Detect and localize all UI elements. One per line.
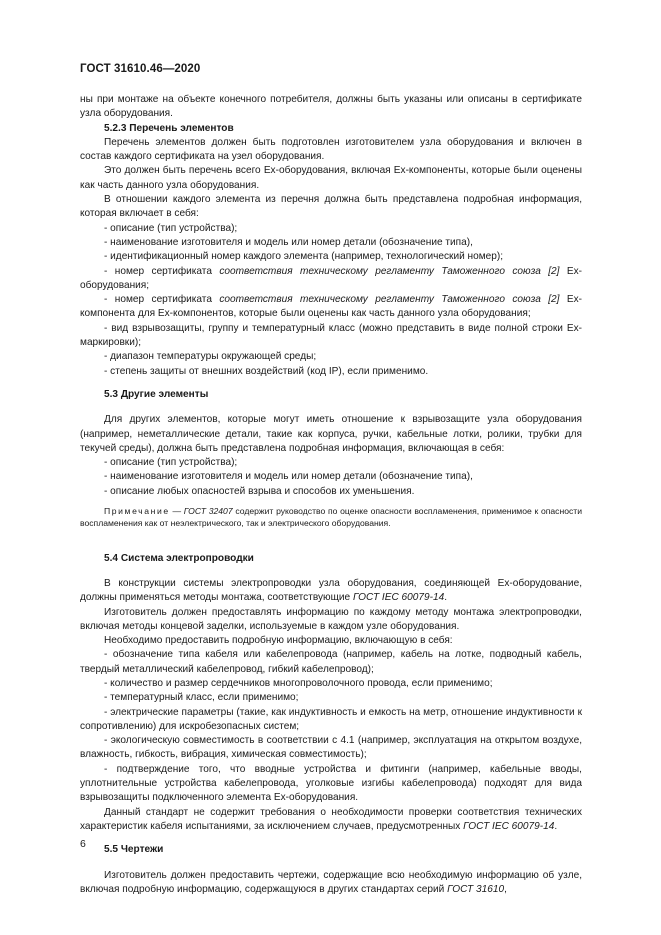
para-text: ,: [504, 883, 507, 895]
s523-list-item: - идентификационный номер каждого элемента (например, технологический номер);: [104, 251, 504, 263]
note-reference: ГОСТ 32407: [183, 506, 233, 517]
s523-list-item-certificate: [80, 265, 582, 294]
s54-list-item: - температурный класс, если применимо;: [104, 692, 299, 704]
page-number: 6: [80, 838, 86, 850]
s523-paragraph-2: Это должен быть перечень всего Ex-оборудования, включая Ex-компоненты, которые были оценены как часть данного узла оборудования.: [80, 165, 582, 191]
s54-list-item: - обозначение типа кабеля или кабелепровода (например, кабель на лотке, подводный кабель, твердый металлический кабелепровод, гибкий кабелепровод);: [80, 649, 582, 675]
note-text: содержит руководство по оценке опасности воспламенения, применимое к опасности воспламенения как от неэлектрического, так и электрического оборудования.: [80, 506, 583, 529]
s523-list-item: - степень защиты от внешних воздействий (код IP), если применимо.: [104, 365, 429, 377]
s53-list-item: - описание (тип устройства);: [104, 457, 238, 469]
list-text-italic: соответствия техническому регламенту Таможенного союза [2]: [219, 265, 560, 277]
s53-list-item: - наименование изготовителя и модель или номер детали (обозначение типа),: [104, 471, 473, 483]
s54-list-item: - электрические параметры (такие, как индуктивность и емкость на метр, отношение индуктивности к сопротивлению) для искробезопасных систем;: [80, 706, 582, 732]
s54-paragraph-2: Изготовитель должен предоставлять информацию по каждому методу монтажа электропроводки, включая методы концевой заделки, используемые в каждом узле оборудования.: [80, 606, 582, 632]
para-text: Данный стандарт не содержит требования о необходимости проверки соответствия технических характеристик кабеля испытаниями, за исключением случаев, предусмотренных: [80, 806, 582, 832]
section-5-5-title: 5.5 Чертежи: [104, 844, 164, 856]
s523-list-item-component-certificate: [80, 293, 582, 322]
page-header-standard: ГОСТ 31610.46—2020: [80, 63, 201, 75]
s54-list-item: - экологическую совместимость в соответствии с 4.1 (например, эксплуатация на открытом воздухе, влажность, гибкость, вибрация, химическая совместимость);: [80, 735, 582, 761]
para-reference: ГОСТ IEC 60079-14: [463, 820, 555, 832]
spacer: [80, 538, 582, 552]
note-dash: —: [169, 506, 184, 517]
section-5-4-title: 5.4 Система электропроводки: [104, 552, 254, 564]
para-text: Изготовитель должен предоставить чертежи, содержащие всю необходимую информацию об узле, включая подробную информацию, содержащуюся в других стандартах серий: [80, 869, 582, 895]
section-5-3-title: 5.3 Другие элементы: [104, 388, 209, 400]
s53-paragraph-1: Для других элементов, которые могут иметь отношение к взрывозащите узла оборудования (например, неметаллические детали, такие как корпуса, ручки, кабельные лотки, ролики, трубки для текучей среды), должна быть представлена подробная информация, включающая в себя:: [80, 414, 582, 454]
intro-paragraph: ны при монтаже на объекте конечного потребителя, должны быть указаны или описаны в сертификате узла оборудования.: [80, 94, 582, 120]
s54-paragraph-1: [80, 577, 582, 606]
s523-list-item: - описание (тип устройства);: [104, 222, 238, 234]
section-5-2-3-title: 5.2.3 Перечень элементов: [104, 122, 234, 134]
para-text: .: [444, 592, 448, 604]
s53-list-item: - описание любых опасностей взрыва и способов их уменьшения.: [104, 485, 415, 497]
list-text-italic: соответствия техническому регламенту Таможенного союза [2]: [219, 294, 560, 306]
s523-list-item: - вид взрывозащиты, группу и температурный класс (можно представить в виде полной строки Ex-маркировки);: [80, 322, 582, 349]
s54-list-item: - подтверждение того, что вводные устройства и фитинги (например, кабельные вводы, уплотнительные устройства кабелепровода, уголковые изгибы кабелепровода) подходят для вида взрывозащиты подключенного элемента Ex-оборудования.: [80, 763, 582, 804]
s523-paragraph-3: В отношении каждого элемента из перечня должна быть представлена подробная информация, которая включает в себя:: [80, 194, 582, 220]
para-text: .: [554, 820, 558, 832]
note-label: Примечание: [104, 506, 170, 517]
para-reference: ГОСТ 31610: [447, 883, 505, 895]
list-text: - номер сертификата: [104, 294, 220, 306]
s523-list-item: - диапазон температуры окружающей среды;: [104, 351, 317, 363]
s54-list-item: - количество и размер сердечников многопроволочного провода, если применимо;: [104, 677, 493, 689]
list-text: - номер сертификата: [104, 265, 220, 277]
s523-list-item: - наименование изготовителя и модель или номер детали (обозначение типа),: [104, 236, 473, 248]
para-reference: ГОСТ IEC 60079-14: [352, 592, 445, 604]
document-body: [80, 93, 582, 897]
para-text: В конструкции системы электропроводки узла оборудования, соединяющей Ex-оборудование, должны применяться методы монтажа, соответствующие: [80, 577, 582, 604]
list-text: Ex-компонента для Ex-компонентов, которые были оценены как часть данного узла оборудования;: [80, 294, 582, 320]
s54-paragraph-4: [80, 806, 582, 835]
list-text: Ex-оборудования;: [80, 265, 582, 291]
s523-paragraph-1: Перечень элементов должен быть подготовлен изготовителем узла оборудования и включен в состав каждого сертификата на узел оборудования.: [80, 136, 582, 163]
s54-paragraph-3: Необходимо предоставить подробную информацию, включающую в себя:: [104, 635, 453, 647]
s53-note: [80, 505, 582, 529]
s55-paragraph-1: [80, 869, 582, 898]
